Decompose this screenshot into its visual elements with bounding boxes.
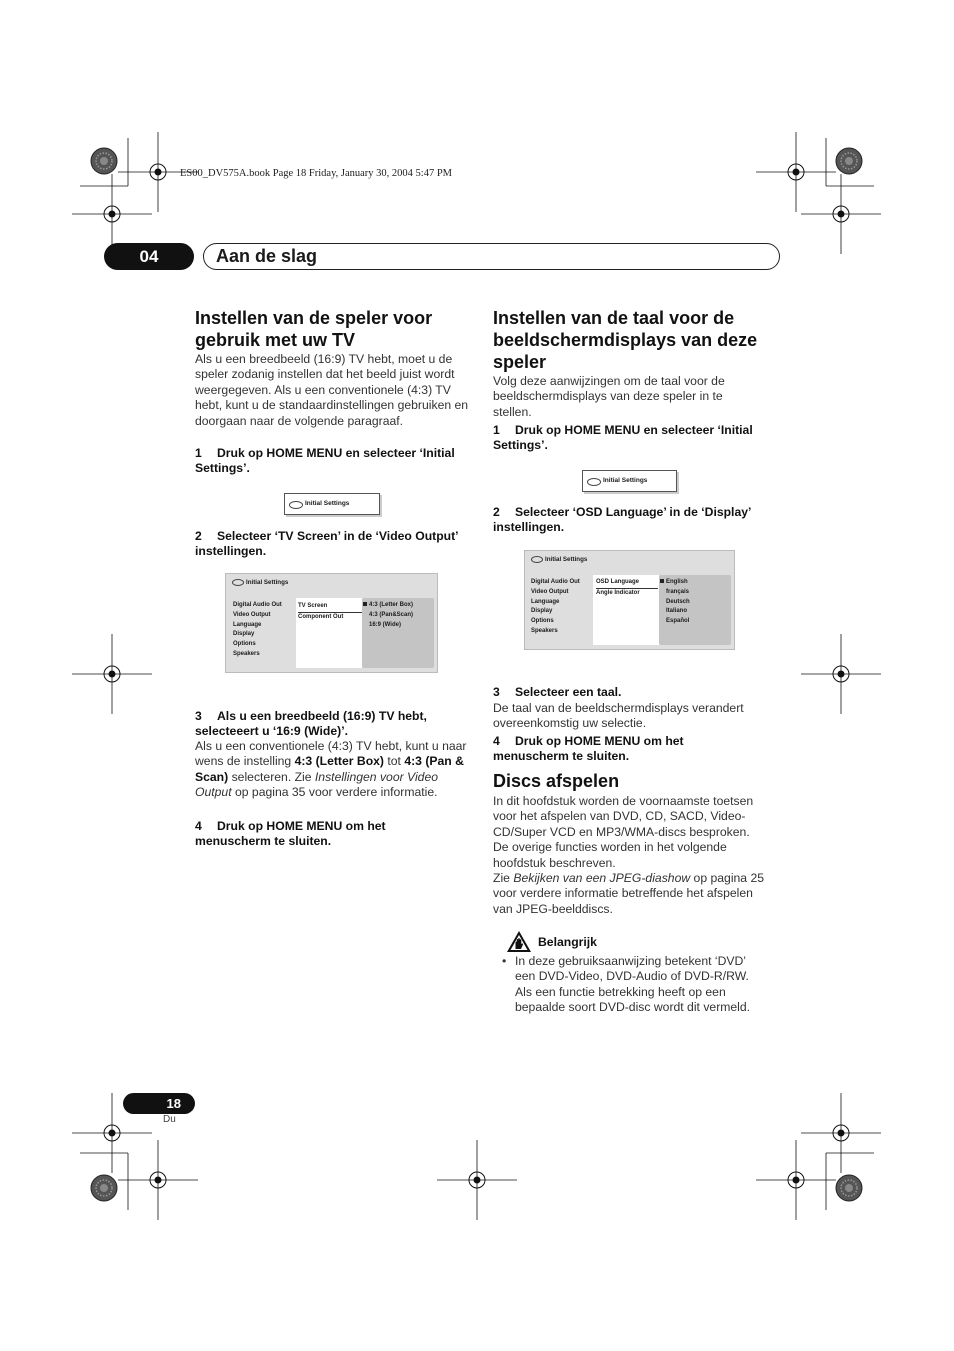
option-label: Deutsch: [666, 598, 690, 605]
left-step-3-body: [195, 739, 470, 801]
cross-reference: Instellingen voor Video Output: [195, 769, 439, 800]
step-text: Druk op HOME MENU en selecteer ‘Initial Settings’.: [493, 423, 753, 453]
left-intro: Als u een breedbeeld (16:9) TV hebt, moet u de speler zodanig instellen dat het beeld juist wordt weergegeven. Als u een conventionele (4:3) TV hebt, kunt u de standaardinstellingen gebruiken en doorgaan naar de volgende paragraaf.: [195, 352, 469, 428]
bold-run: 4:3 (Pan & Scan): [195, 754, 464, 784]
bold-run: 4:3 (Letter Box): [294, 754, 384, 769]
right-step-4: [493, 734, 743, 765]
option-item[interactable]: [660, 607, 690, 617]
page-number: 18: [123, 1093, 195, 1114]
option-label: English: [666, 579, 688, 585]
left-step-1: [195, 446, 465, 477]
left-step-2: [195, 529, 465, 560]
text-run: op pagina 35 voor verdere informatie.: [231, 785, 438, 800]
option-label: 4:3 (Letter Box): [369, 602, 414, 608]
disc-icon: [232, 579, 244, 586]
discs-body-1: In dit hoofdstuk worden de voornaamste toetsen voor het afspelen van DVD, CD, SACD, Video-CD/Super VCD en MP3/WMA-discs besproken. De overige functies worden in het volgende hoofdstuk beschreven.: [493, 794, 754, 870]
step-text: Als u een breedbeeld (16:9) TV hebt, selecteeert u ‘16:9 (Wide)’.: [195, 709, 427, 739]
step-text: Druk op HOME MENU om het menuscherm te sluiten.: [493, 734, 684, 764]
menu-item-selected[interactable]: TV Screen: [298, 602, 362, 613]
option-label: 4:3 (Pan&Scan): [369, 611, 414, 618]
selected-marker-icon: [660, 579, 664, 583]
right-step-3-body: De taal van de beeldschermdisplays verandert overeenkomstig uw selectie.: [493, 701, 744, 731]
tv-screen-menu: [225, 573, 438, 673]
category-item[interactable]: Language: [233, 621, 262, 628]
option-item[interactable]: [660, 578, 690, 588]
text-run: selecteren. Zie: [228, 769, 315, 784]
menu-options: [363, 601, 413, 630]
screen-label: Initial Settings: [305, 500, 350, 507]
text-run: tot: [383, 754, 405, 769]
menu-item[interactable]: Angle Indicator: [596, 589, 640, 596]
print-header: ES00_DV575A.book Page 18 Friday, January 30, 2004 5:47 PM: [180, 168, 453, 179]
step-number: 4: [195, 819, 202, 833]
text-run: Zie: [493, 871, 514, 885]
step-number: 4: [493, 734, 500, 748]
step-text: Selecteer een taal.: [515, 685, 622, 699]
step-number: 2: [195, 529, 202, 543]
menu-title: Initial Settings: [545, 556, 588, 563]
category-item[interactable]: Options: [531, 618, 554, 625]
disc-icon: [531, 556, 543, 563]
category-item[interactable]: Speakers: [233, 650, 260, 657]
selected-marker-icon: [363, 602, 367, 606]
step-text: Druk op HOME MENU om het menuscherm te sluiten.: [195, 819, 386, 849]
screen-label: Initial Settings: [603, 477, 648, 484]
text-run: Als u een conventionele (4:3) TV hebt, kunt u naar wens de instelling: [195, 739, 467, 769]
option-item[interactable]: [363, 611, 413, 621]
option-item[interactable]: [660, 617, 690, 627]
disc-icon: [289, 501, 303, 509]
option-label: Español: [666, 618, 690, 625]
category-item[interactable]: Language: [531, 598, 560, 605]
menu-title: Initial Settings: [246, 579, 289, 586]
initial-settings-screen: [582, 470, 677, 492]
category-item[interactable]: Speakers: [531, 627, 558, 634]
step-text: Druk op HOME MENU en selecteer ‘Initial Settings’.: [195, 446, 455, 476]
important-list: [493, 954, 768, 1016]
menu-item[interactable]: Component Out: [298, 613, 344, 620]
menu-categories: [233, 601, 282, 660]
chapter-title: Aan de slag: [203, 243, 780, 270]
osd-language-menu: [524, 550, 735, 650]
menu-items: [298, 602, 362, 623]
right-step-1: [493, 423, 763, 454]
step-number: 1: [493, 423, 500, 437]
disc-icon: [587, 478, 601, 486]
step-text: Selecteer ‘TV Screen’ in de ‘Video Output’ instellingen.: [195, 529, 458, 559]
category-item[interactable]: Digital Audio Out: [531, 579, 580, 585]
important-bullet: • In deze gebruiksaanwijzing betekent ‘DVD’ een DVD-Video, DVD-Audio of DVD-R/RW. Als een functie betrekking heeft op een bepaalde soort DVD-disc wordt dit vermeld.: [493, 954, 768, 1016]
category-item[interactable]: Video Output: [531, 588, 569, 595]
page-language: Du: [163, 1114, 176, 1125]
cross-reference: Bekijken van een JPEG-diashow: [513, 871, 691, 885]
text-run: op pagina 25 voor verdere informatie betreffende het afspelen van JPEG-beelddiscs.: [493, 871, 765, 916]
option-label: français: [666, 588, 690, 595]
category-item[interactable]: Video Output: [233, 611, 271, 618]
left-step-3: [195, 709, 465, 740]
warning-icon: [506, 930, 532, 953]
menu-item-selected[interactable]: OSD Language: [596, 578, 658, 589]
option-label: 16:9 (Wide): [369, 621, 401, 628]
chapter-number: 04: [104, 243, 194, 270]
option-label: Italiano: [666, 608, 688, 615]
left-step-4: [195, 819, 445, 850]
initial-settings-screen: [284, 493, 380, 515]
option-item[interactable]: [363, 601, 413, 611]
step-text: Selecteer ‘OSD Language’ in de ‘Display’ instellingen.: [493, 505, 751, 535]
menu-options: [660, 578, 690, 627]
menu-categories: [531, 578, 580, 637]
discs-body-2: [493, 871, 768, 917]
right-intro: Volg deze aanwijzingen om de taal voor de beeldschermdisplays van deze speler in te stellen.: [493, 374, 725, 419]
category-item[interactable]: Options: [233, 641, 256, 648]
step-number: 3: [493, 685, 500, 699]
step-number: 1: [195, 446, 202, 460]
category-item[interactable]: Digital Audio Out: [233, 602, 282, 608]
menu-items: [596, 578, 658, 599]
discs-heading: Discs afspelen: [493, 771, 620, 791]
category-item[interactable]: Display: [531, 608, 553, 615]
right-step-2: [493, 505, 763, 536]
option-item[interactable]: [660, 598, 690, 608]
step-number: 3: [195, 709, 202, 723]
left-heading: Instellen van de speler voor gebruik met uw TV: [195, 308, 433, 350]
option-item[interactable]: [363, 621, 413, 631]
right-step-3: [493, 685, 763, 700]
step-number: 2: [493, 505, 500, 519]
option-item[interactable]: [660, 588, 690, 598]
right-heading: Instellen van de taal voor de beeldschermdisplays van deze speler: [493, 308, 758, 372]
category-item[interactable]: Display: [233, 631, 255, 638]
important-label: Belangrijk: [538, 935, 597, 949]
